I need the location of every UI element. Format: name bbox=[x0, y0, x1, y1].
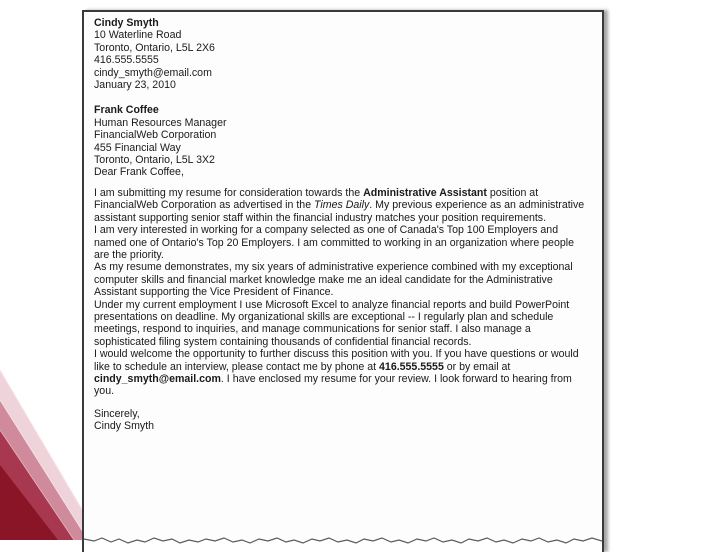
closing-block bbox=[94, 408, 590, 433]
recipient-address-line2: Toronto, Ontario, L5L 3X2 bbox=[94, 154, 215, 167]
para5-text-a: I would welcome the opportunity to further discuss this position with you. If you have questions or would like to schedule an interview, please contact me by phone at bbox=[94, 348, 579, 373]
signature-name: Cindy Smyth bbox=[94, 420, 155, 433]
para1-text-a: I am submitting my resume for consideration towards the bbox=[94, 186, 364, 199]
recipient-company: FinancialWeb Corporation bbox=[94, 129, 217, 142]
body-paragraph-3: As my resume demonstrates, my six years of administrative experience combined with my exceptional computer skills and financial market knowledge make me an ideal candidate for the Administrative Assistant supporting the Vice President of Finance. bbox=[94, 261, 573, 299]
sender-name: Cindy Smyth bbox=[94, 17, 159, 29]
sender-address-line2: Toronto, Ontario, L5L 2X6 bbox=[94, 41, 215, 54]
sender-phone: 416.555.5555 bbox=[94, 54, 159, 67]
recipient-title: Human Resources Manager bbox=[94, 116, 227, 129]
para5-text-c: or by email at bbox=[443, 360, 511, 373]
sender-address-line1: 10 Waterline Road bbox=[94, 29, 182, 42]
recipient-name: Frank Coffee bbox=[94, 104, 159, 117]
letter-date: January 23, 2010 bbox=[94, 79, 176, 92]
cover-letter-image bbox=[82, 10, 604, 552]
recipient-block bbox=[94, 104, 590, 166]
sender-email: cindy_smyth@email.com bbox=[94, 66, 212, 79]
salutation: Dear Frank Coffee, bbox=[94, 166, 184, 179]
cover-letter bbox=[94, 17, 590, 433]
para1-text-e: . My previous experience as an administrative assistant supporting senior staff within the financial industry matches your position requirements. bbox=[94, 199, 585, 224]
body-paragraph-4: Under my current employment I use Microsoft Excel to analyze financial reports and build PowerPoint presentations on deadline. My organizational skills are exceptional -- I regularly plan and schedule meetings, respond to inquiries, and manage communications for senior staff. I also manage a sophisticated filing system containing thousands of confidential financial records. bbox=[94, 298, 570, 348]
body-paragraph-1 bbox=[94, 187, 590, 224]
body-paragraph-2: I am very interested in working for a company selected as one of Canada's Top 100 Employers and named one of Ontario's Top 20 Employers. I am committed to working in an organization where people are the priority. bbox=[94, 224, 574, 261]
closing: Sincerely, bbox=[94, 407, 140, 420]
torn-edge-decoration bbox=[84, 530, 602, 552]
email-bold: cindy_smyth@email.com bbox=[94, 372, 221, 385]
recipient-address-line1: 455 Financial Way bbox=[94, 141, 181, 154]
para1-text-c: position at FinancialWeb Corporation as advertised in the bbox=[94, 186, 539, 212]
phone-bold: 416.555.5555 bbox=[379, 360, 444, 373]
para5-text-e: . I have enclosed my resume for your review. I look forward to hearing from you. bbox=[94, 372, 572, 398]
publication-italic: Times Daily bbox=[314, 199, 370, 212]
sender-block bbox=[94, 17, 590, 79]
body-paragraph-5 bbox=[94, 348, 590, 398]
position-title-bold: Administrative Assistant bbox=[363, 186, 487, 199]
